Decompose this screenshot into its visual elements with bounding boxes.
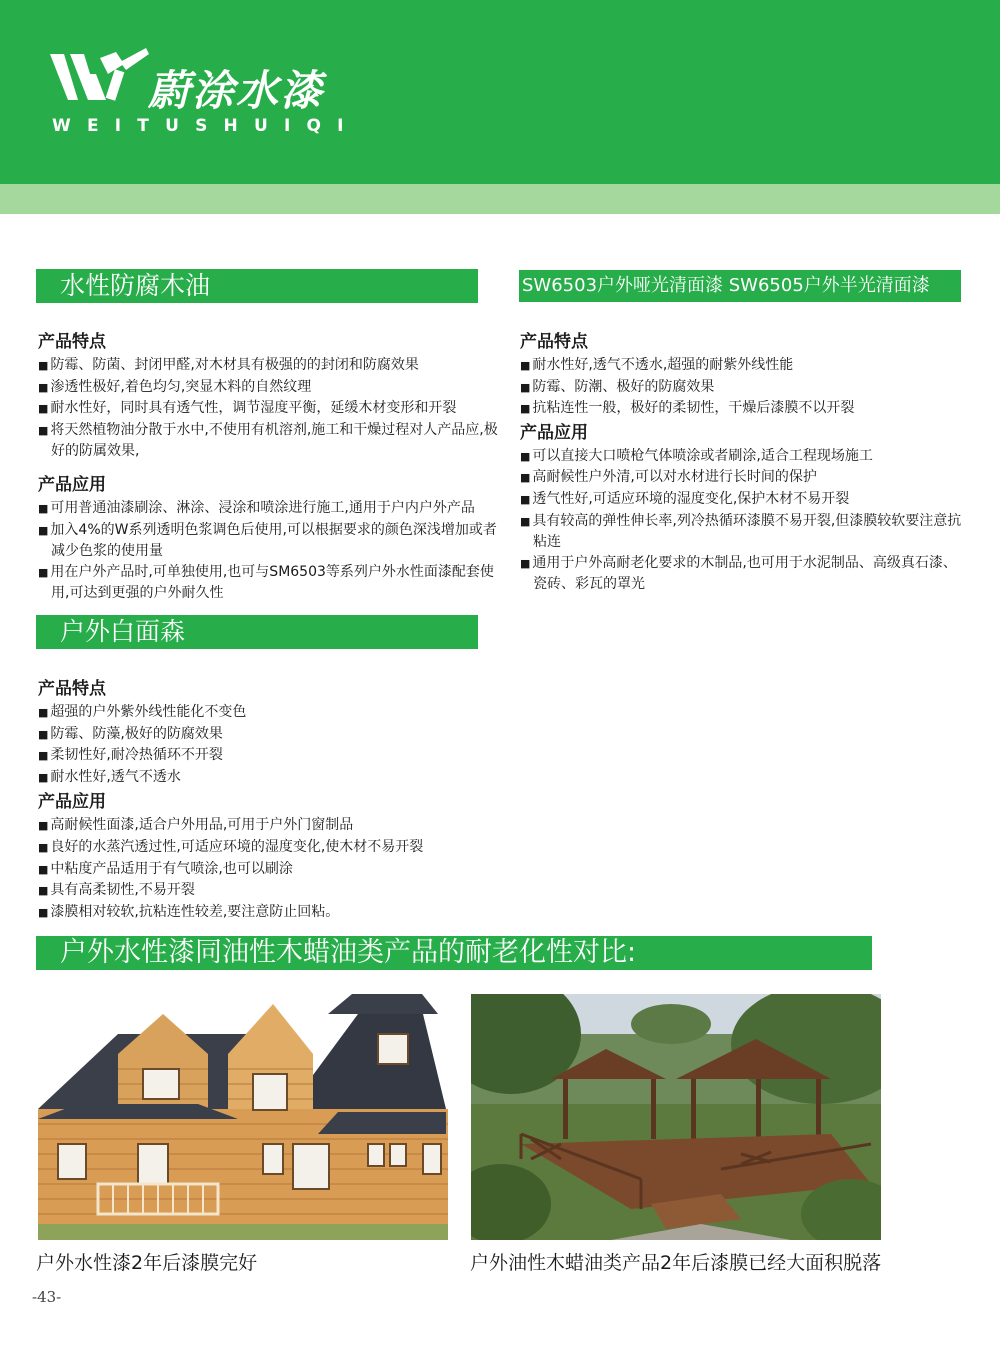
application-item: ■ 用在户外产品时,可单独使用,也可与SM6503等系列户外水性面漆配套使用,可达到更强的户外耐久性 [38,562,498,604]
feature-item: ■ 抗粘连性一般，极好的柔韧性，干燥后漆膜不以开裂 [520,398,965,420]
section-title-wood-oil: 水性防腐木油 [36,269,478,303]
feature-item: ■ 将天然植物油分散于水中,不使用有机溶剂,施工和干燥过程对人产品应,极好的防属效果, [38,420,498,462]
header-banner [0,0,1000,184]
brand-name: 蔚涂水漆 [148,66,325,115]
feature-item: ■ 防霉、防潮、极好的防腐效果 [520,377,965,399]
feature-item: ■ 柔韧性好,耐冷热循环不开裂 [38,745,498,767]
section-title-white-finish: 户外白面森 [36,615,478,649]
wood-oil-content [38,331,498,604]
application-item: ■ 可以直接大口喷枪气体喷涂或者刷涂,适合工程现场施工 [520,446,965,468]
feature-item: ■ 耐水性好,透气不透水,超强的耐紫外线性能 [520,355,965,377]
brush-logo-icon [50,48,150,112]
pavilion-photo [471,994,881,1240]
clear-finish-content [520,331,965,595]
application-item: ■ 通用于户外高耐老化要求的木制品,也可用于水泥制品、高级真石漆、瓷砖、彩瓦的罩光 [520,553,965,595]
feature-item: ■ 渗透性极好,着色均匀,突显木料的自然纹理 [38,377,498,399]
application-item: ■ 可用普通油漆刷涂、淋涂、浸涂和喷涂进行施工,通用于户内户外产品 [38,498,498,520]
right-photo-caption: 户外油性木蜡油类产品2年后漆膜已经大面积脱落 [470,1252,882,1274]
wooden-house-photo [38,994,448,1240]
feature-item: ■ 防霉、防藻,极好的防腐效果 [38,724,498,746]
section-title-comparison: 户外水性漆同油性木蜡油类产品的耐老化性对比: [36,936,872,970]
features-heading: 产品特点 [38,332,106,352]
page-number: -43- [32,1288,62,1306]
features-heading: 产品特点 [520,332,588,352]
feature-item: ■ 超强的户外紫外线性能化不变色 [38,702,498,724]
pavilion-image [471,994,881,1240]
features-heading: 产品特点 [38,679,106,699]
section-title-clear-finish: SW6503户外哑光清面漆 SW6505户外半光清面漆 [519,270,961,302]
application-item: ■ 中粘度产品适用于有气喷涂,也可以刷涂 [38,859,498,881]
application-item: ■ 透气性好,可适应环境的湿度变化,保护木材不易开裂 [520,489,965,511]
white-finish-content [38,678,498,923]
wooden-house-image [38,994,448,1240]
application-item: ■ 高耐候性户外清,可以对水材进行长时间的保护 [520,467,965,489]
application-item: ■ 高耐候性面漆,适合户外用品,可用于户外门窗制品 [38,815,498,837]
application-item: ■ 加入4%的W系列透明色浆调色后使用,可以根据要求的颜色深浅增加或者减少色浆的使用量 [38,520,498,562]
applications-heading: 产品应用 [520,422,588,443]
applications-heading: 产品应用 [38,792,106,813]
brand-subname: WEITUSHUIQI [52,116,360,136]
applications-heading: 产品应用 [38,474,106,495]
left-photo-caption: 户外水性漆2年后漆膜完好 [36,1252,258,1274]
brand-logo [50,38,370,138]
header-band [0,184,1000,214]
application-item: ■ 漆膜相对较软,抗粘连性较差,要注意防止回粘。 [38,902,498,924]
application-item: ■ 具有高柔韧性,不易开裂 [38,880,498,902]
feature-item: ■ 防霉、防菌、封闭甲醛,对木材具有极强的的封闭和防腐效果 [38,355,498,377]
feature-item: ■ 耐水性好,透气不透水 [38,767,498,789]
application-item: ■ 良好的水蒸汽透过性,可适应环境的湿度变化,使木材不易开裂 [38,837,498,859]
feature-item: ■ 耐水性好，同时具有透气性，调节湿度平衡，延缓木材变形和开裂 [38,398,498,420]
application-item: ■ 具有较高的弹性伸长率,列冷热循环漆膜不易开裂,但漆膜较软要注意抗粘连 [520,511,965,553]
